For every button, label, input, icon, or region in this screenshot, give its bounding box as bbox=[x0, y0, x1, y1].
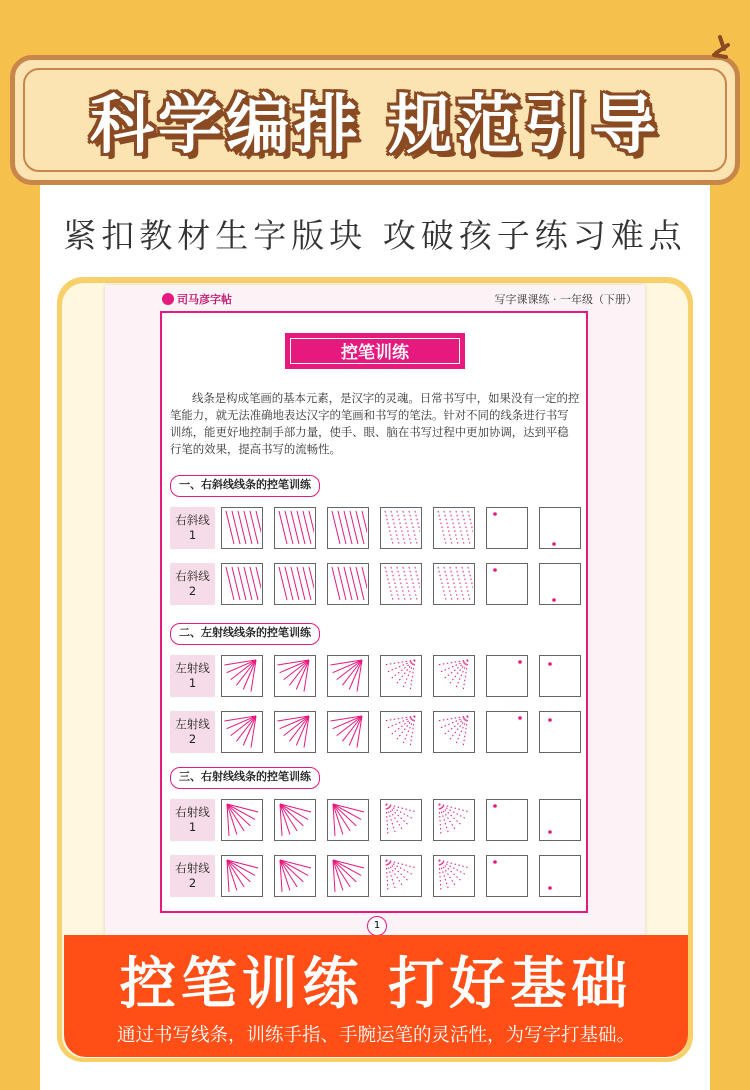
practice-grid-cell bbox=[221, 711, 263, 753]
banner-title: 科学编排 规范引导 bbox=[89, 89, 661, 163]
sparkle-icon bbox=[690, 35, 730, 75]
practice-grid-cell bbox=[433, 507, 475, 549]
practice-grid-cell bbox=[274, 563, 316, 605]
row-label-number: 1 bbox=[188, 528, 197, 542]
practice-grid-cell bbox=[486, 711, 528, 753]
practice-grid-cell bbox=[539, 655, 581, 697]
practice-grid-cell bbox=[486, 855, 528, 897]
section-heading-1: 一、右斜线线条的控笔训练 bbox=[170, 475, 320, 497]
row-label bbox=[170, 799, 215, 841]
practice-grid-cell bbox=[221, 563, 263, 605]
practice-grid-cell bbox=[221, 655, 263, 697]
row-label-name: 左射线 bbox=[175, 661, 210, 675]
practice-grid-cell bbox=[486, 655, 528, 697]
practice-grid-cell bbox=[433, 799, 475, 841]
practice-grid-cell bbox=[221, 507, 263, 549]
practice-grid-cell bbox=[380, 563, 422, 605]
section-heading-3: 三、右射线线条的控笔训练 bbox=[170, 767, 320, 789]
row-label-number: 2 bbox=[188, 732, 197, 746]
practice-grid-cell bbox=[327, 563, 369, 605]
row-label-number: 2 bbox=[188, 876, 197, 890]
row-label bbox=[170, 655, 215, 697]
practice-grid-cell bbox=[274, 855, 316, 897]
row-label bbox=[170, 711, 215, 753]
practice-grid-cell bbox=[274, 655, 316, 697]
practice-grid-cell bbox=[274, 507, 316, 549]
logo-icon bbox=[162, 293, 174, 305]
practice-grid-cell bbox=[539, 507, 581, 549]
workbook-page bbox=[105, 285, 645, 935]
section-heading-2: 二、左射线线条的控笔训练 bbox=[170, 623, 320, 645]
row-label-name: 右射线 bbox=[175, 805, 210, 819]
row-label-name: 左射线 bbox=[175, 717, 210, 731]
bottom-subtitle: 通过书写线条，训练手指、手腕运笔的灵活性，为写字打基础。 bbox=[116, 1025, 635, 1046]
practice-grid-cell bbox=[327, 711, 369, 753]
grade-label: 写字课课练 · 一年级（下册） bbox=[494, 293, 637, 306]
row-label-number: 2 bbox=[188, 584, 197, 598]
brand-logo bbox=[162, 291, 232, 307]
practice-grid-cell bbox=[433, 655, 475, 697]
practice-grid-cell bbox=[380, 655, 422, 697]
row-label-number: 1 bbox=[188, 676, 197, 690]
practice-grid-cell bbox=[539, 799, 581, 841]
practice-grid-cell bbox=[221, 855, 263, 897]
row-label-name: 右斜线 bbox=[175, 513, 210, 527]
practice-grid-cell bbox=[274, 711, 316, 753]
practice-grid-cell bbox=[327, 855, 369, 897]
practice-grid-cell bbox=[433, 855, 475, 897]
practice-grid-cell bbox=[380, 507, 422, 549]
row-label bbox=[170, 507, 215, 549]
practice-grid-cell bbox=[327, 507, 369, 549]
bottom-banner bbox=[64, 935, 688, 1057]
page-number: 1 bbox=[367, 916, 387, 936]
practice-grid-cell bbox=[433, 563, 475, 605]
practice-grid-cell bbox=[486, 799, 528, 841]
subtitle: 紧扣教材生字版块 攻破孩子练习难点 bbox=[63, 216, 687, 255]
section-title: 控笔训练 bbox=[290, 338, 460, 364]
header-banner bbox=[10, 55, 740, 185]
practice-grid-cell bbox=[327, 799, 369, 841]
page-header bbox=[162, 291, 637, 309]
practice-grid-cell bbox=[274, 799, 316, 841]
bottom-title: 控笔训练 打好基础 bbox=[119, 952, 633, 1017]
practice-grid-cell bbox=[539, 563, 581, 605]
practice-grid-cell bbox=[221, 799, 263, 841]
practice-grid-cell bbox=[433, 711, 475, 753]
intro-paragraph: 线条是构成笔画的基本元素，是汉字的灵魂。日常书写中，如果没有一定的控笔能力，就无法准确地表达汉字的笔画和书写的笔法。针对不同的线条进行书写训练，能更好地控制手部力量，使手、眼、脑在书写过程中更加协调，达到平稳行笔的效果，提高书写的流畅性。 bbox=[170, 391, 580, 456]
section-title-box bbox=[285, 333, 465, 369]
brand-name: 司马彦字帖 bbox=[177, 293, 232, 306]
practice-grid-cell bbox=[486, 563, 528, 605]
row-label-name: 右射线 bbox=[175, 861, 210, 875]
practice-grid-cell bbox=[486, 507, 528, 549]
row-label bbox=[170, 563, 215, 605]
practice-grid-cell bbox=[380, 799, 422, 841]
practice-grid-cell bbox=[380, 855, 422, 897]
row-label bbox=[170, 855, 215, 897]
practice-grid-cell bbox=[539, 855, 581, 897]
practice-grid-cell bbox=[380, 711, 422, 753]
row-label-name: 右斜线 bbox=[175, 569, 210, 583]
practice-grid-cell bbox=[539, 711, 581, 753]
row-label-number: 1 bbox=[188, 820, 197, 834]
practice-grid-cell bbox=[327, 655, 369, 697]
